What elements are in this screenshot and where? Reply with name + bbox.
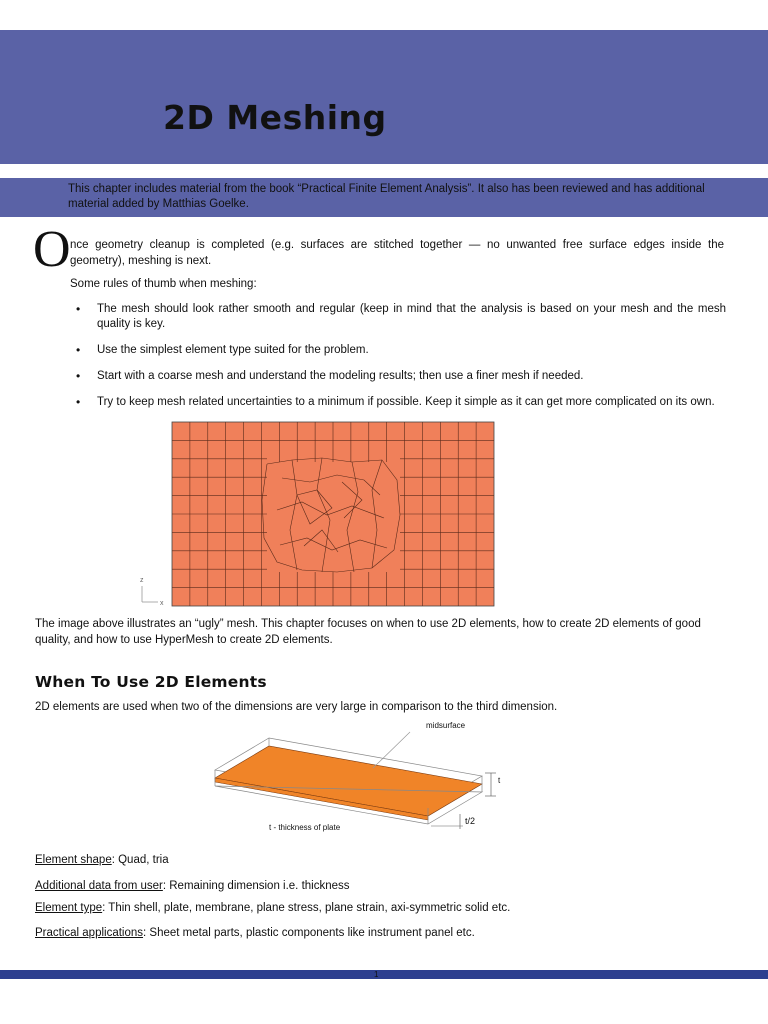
section-heading: When To Use 2D Elements — [35, 673, 267, 691]
ugly-mesh-figure — [132, 420, 498, 610]
t-half-label: t/2 — [465, 816, 476, 826]
list-item — [70, 302, 726, 332]
section-paragraph: 2D elements are used when two of the dimensions are very large in comparison to the third dimension. — [35, 701, 558, 713]
rule-text: Use the simplest element type suited for the problem. — [97, 344, 369, 356]
chapter-title: 2D Meshing — [163, 98, 387, 137]
list-item — [70, 343, 726, 358]
midsurface-leader — [373, 732, 410, 768]
title-band — [0, 30, 768, 164]
axis-x-label: x — [160, 600, 164, 607]
rule-text: Start with a coarse mesh and understand the modeling results; then use a finer mesh if needed. — [97, 370, 584, 382]
definition-value: : Sheet metal parts, plastic components like instrument panel etc. — [143, 927, 475, 939]
intro-paragraph: nce geometry cleanup is completed (e.g. surfaces are stitched together — no unwanted free surface edges inside the geometry), meshing is next. — [70, 239, 724, 267]
definition-value: : Remaining dimension i.e. thickness — [162, 880, 350, 892]
definition-practical-applications — [35, 927, 475, 939]
definition-term: Additional data from user — [35, 880, 163, 892]
rule-text: Try to keep mesh related uncertainties to a minimum if possible. Keep it simple as it can get more complicated on its own. — [97, 396, 715, 408]
bullet-icon: • — [76, 369, 81, 383]
rules-lead: Some rules of thumb when meshing: — [70, 278, 257, 290]
definition-term: Element type — [35, 902, 103, 914]
definition-term: Element shape — [35, 854, 112, 866]
list-item — [70, 395, 726, 410]
rules-list — [70, 302, 726, 421]
axis-z-label: z — [140, 577, 144, 584]
t-label: t — [498, 776, 501, 785]
chapter-note: This chapter includes material from the book “Practical Finite Element Analysis”. It also has been reviewed and has additional material added by Matthias Goelke. — [68, 183, 705, 210]
midsurface-label: midsurface — [426, 721, 466, 730]
definition-value: : Quad, tria — [111, 854, 169, 866]
definition-term: Practical applications — [35, 927, 144, 939]
page-number: 1 — [374, 970, 379, 979]
mesh-caption-paragraph: The image above illustrates an “ugly” mesh. This chapter focuses on when to use 2D elements, how to create 2D elements of good quality, and how to use HyperMesh to create 2D elements. — [35, 618, 701, 646]
drop-cap: O — [33, 221, 71, 278]
bullet-icon: • — [76, 343, 81, 357]
definition-additional-data — [35, 880, 350, 892]
definition-element-shape — [35, 854, 169, 866]
definition-element-type — [35, 902, 510, 914]
plate-figure — [205, 716, 505, 838]
list-item — [70, 369, 726, 384]
rule-text: The mesh should look rather smooth and regular (keep in mind that the analysis is based on your mesh and the mesh quality is key. — [97, 303, 726, 330]
plate-caption: t - thickness of plate — [269, 823, 341, 832]
footer-bar — [0, 970, 768, 979]
bullet-icon: • — [76, 395, 81, 409]
bullet-icon: • — [76, 302, 81, 316]
definition-value: : Thin shell, plate, membrane, plane stress, plane strain, axi-symmetric solid etc. — [102, 902, 511, 914]
